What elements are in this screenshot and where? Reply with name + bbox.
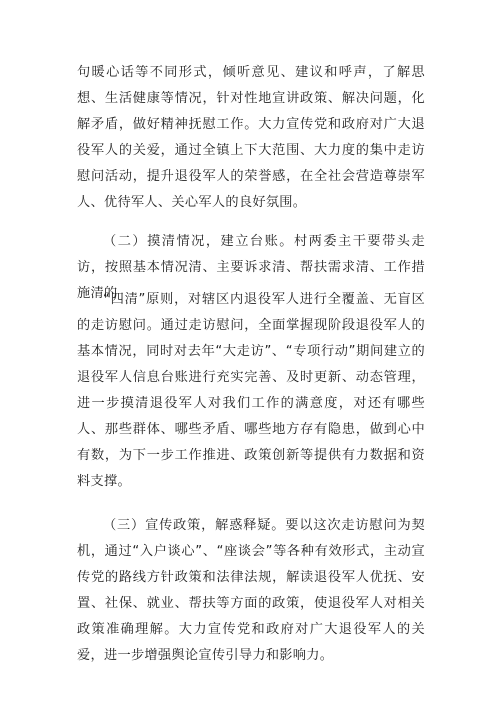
- paragraph-four-clear-principle: “四清”原则，对辖区内退役军人进行全覆盖、无盲区的走访慰问。通过走访慰问，全面掌握现阶段退役军人的基本情况，同时对去年“大走访”、“专项行动”期间建立的退役军人信息台账进行充实完善、及时更新、动态管理，进一步摸清退役军人对我们工作的满意度，对还有哪些人、那些群体、哪些矛盾、哪些地方存有隐患，做到心中有数，为下一步工作推进、政策创新等提供有力数据和资料支撑。: [77, 292, 425, 489]
- paragraph-section-three: （三）宣传政策，解惑释疑。要以这次走访慰问为契机，通过“入户谈心”、“座谈会”等各种有效形式，主动宣传党的路线方针政策和法律法规，解读退役军人优抚、安置、社保、就业、帮扶等方面的政策，使退役军人对相关政策准确理解。大力宣传党和政府对广大退役军人的关爱，进一步增强舆论宣传引导力和影响力。: [77, 518, 425, 663]
- paragraph-continuation: 句暖心话等不同形式，倾听意见、建议和呼声，了解思想、生活健康等情况，针对性地宣讲政策、解决问题，化解矛盾，做好精神抚慰工作。大力宣传党和政府对广大退役军人的关爱，通过全镇上下大范围、大力度的集中走访慰问活动，提升退役军人的荣誉感，在全社会营造尊崇军人、优待军人、关心军人的良好氛围。: [77, 65, 425, 210]
- paragraph-section-two: （二）摸清情况，建立台账。村两委主干要带头走访，按照基本情况清、主要诉求清、帮扶需求清、工作措施清的: [77, 234, 425, 301]
